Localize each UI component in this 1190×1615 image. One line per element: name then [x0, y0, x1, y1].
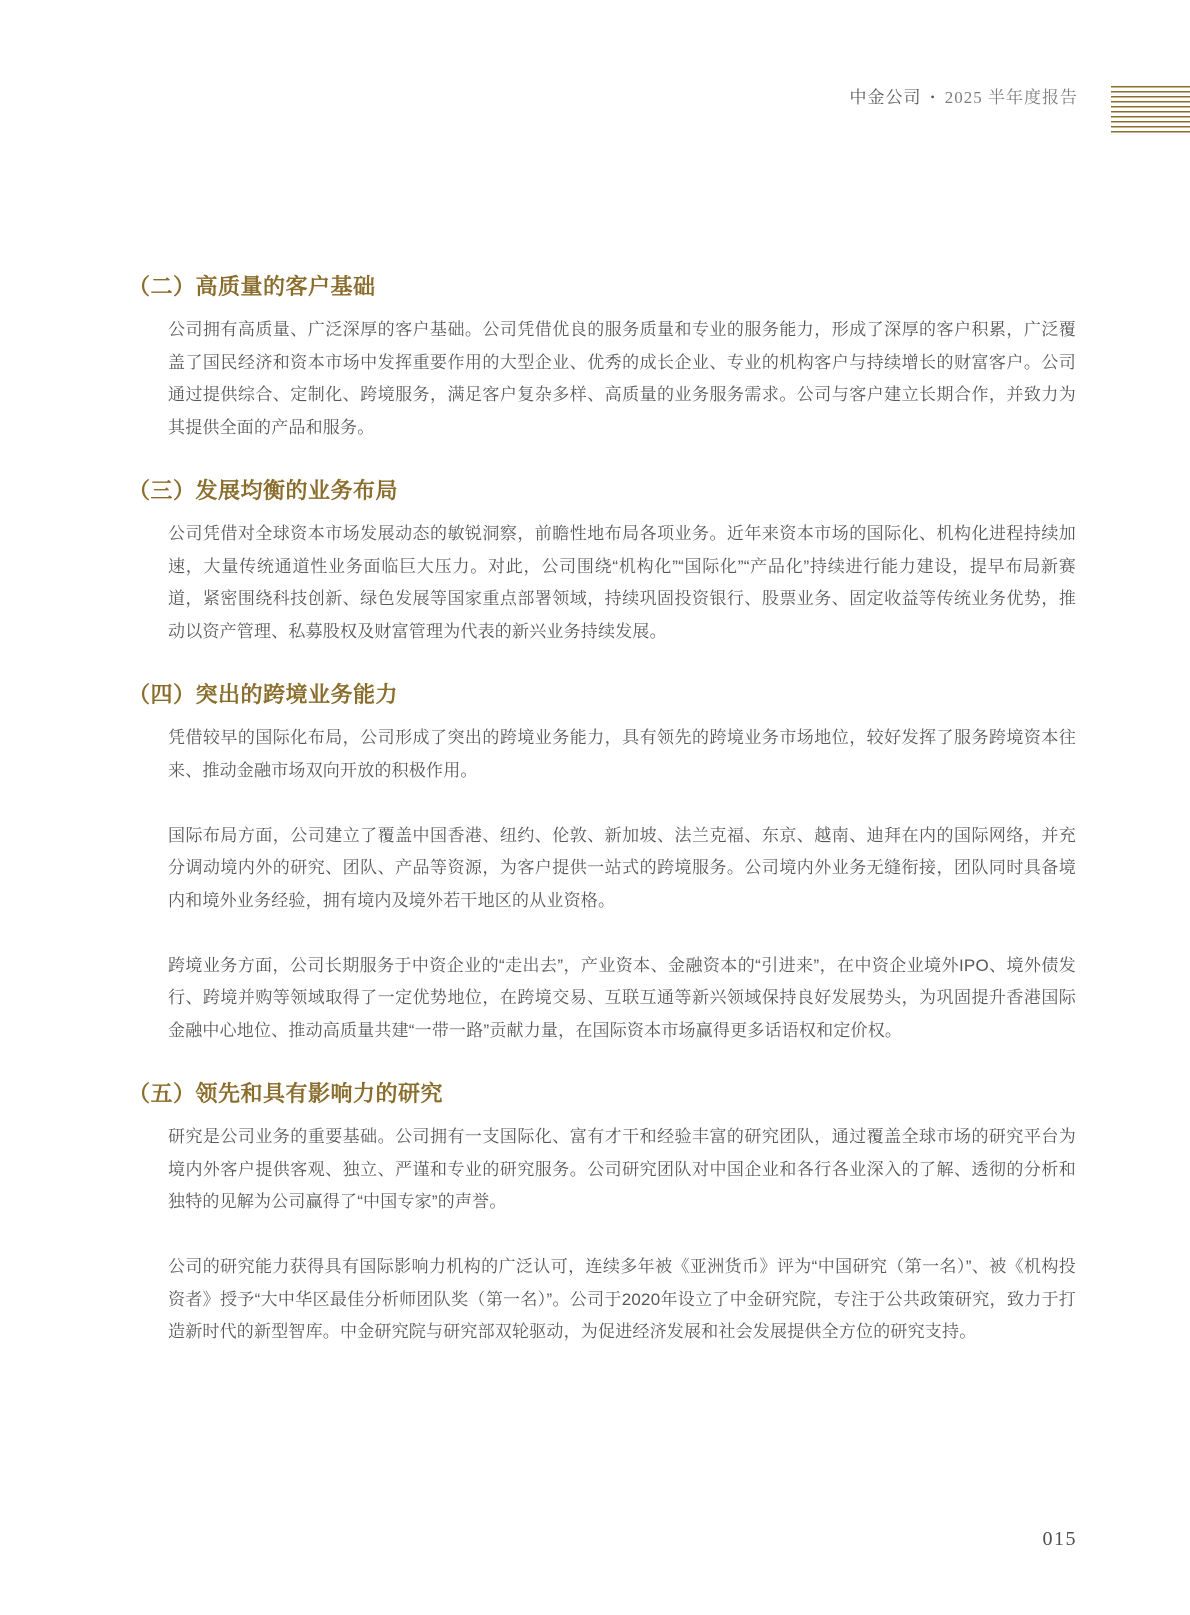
running-header [0, 88, 1078, 107]
section-heading: （五）领先和具有影响力的研究 [128, 1081, 444, 1106]
section-paragraph: 凭借较早的国际化布局，公司形成了突出的跨境业务能力，具有领先的跨境业务市场地位，较好发挥了服务跨境资本往来、推动金融市场双向开放的积极作用。 [168, 728, 1076, 780]
section-leading-research [128, 1079, 1076, 1349]
section-heading: （二）高质量的客户基础 [128, 274, 376, 299]
section-paragraph: 公司的研究能力获得具有国际影响力机构的广泛认可，连续多年被《亚洲货币》评为“中国研究（第一名）”、被《机构投资者》授予“大中华区最佳分析师团队奖（第一名）”。公司于2020年设立了中金研究院，专注于公共政策研究，致力于打造新时代的新型智库。中金研究院与研究部双轮驱动，为促进经济发展和社会发展提供全方位的研究支持。 [168, 1257, 1076, 1341]
section-paragraph: 跨境业务方面，公司长期服务于中资企业的“走出去”，产业资本、金融资本的“引进来”，在中资企业境外IPO、境外债发行、跨境并购等领域取得了一定优势地位，在跨境交易、互联互通等新兴领域保持良好发展势头，为巩固提升香港国际金融中心地位、推动高质量共建“一带一路”贡献力量，在国际资本市场赢得更多话语权和定价权。 [168, 955, 1076, 1040]
section-paragraph: 国际布局方面，公司建立了覆盖中国香港、纽约、伦敦、新加坡、法兰克福、东京、越南、迪拜在内的国际网络，并充分调动境内外的研究、团队、产品等资源，为客户提供一站式的跨境服务。公司境内外业务无缝衔接，团队同时具备境内和境外业务经验，拥有境内及境外若干地区的从业资格。 [168, 825, 1076, 910]
section-balanced-business-layout [128, 476, 1076, 648]
section-heading: （三）发展均衡的业务布局 [128, 478, 399, 503]
header-bullet-separator: • [930, 90, 936, 104]
running-header-report-title: 2025 半年度报告 [944, 88, 1078, 107]
page-number: 015 [1042, 1528, 1077, 1550]
running-header-company: 中金公司 [849, 88, 922, 107]
section-paragraph: 公司凭借对全球资本市场发展动态的敏锐洞察，前瞻性地布局各项业务。近年来资本市场的国际化、机构化进程持续加速，大量传统通道性业务面临巨大压力。对此，公司围绕“机构化”“国际化”“产品化”持续进行能力建设，提早布局新赛道，紧密围绕科技创新、绿色发展等国家重点部署领域，持续巩固投资银行、股票业务、固定收益等传统业务优势，推动以资产管理、私募股权及财富管理为代表的新兴业务持续发展。 [168, 524, 1076, 641]
page-content [128, 272, 1076, 1349]
section-cross-border-capability [128, 680, 1076, 1047]
section-heading: （四）突出的跨境业务能力 [128, 682, 399, 707]
section-paragraph: 研究是公司业务的重要基础。公司拥有一支国际化、富有才干和经验丰富的研究团队，通过覆盖全球市场的研究平台为境内外客户提供客观、独立、严谨和专业的研究服务。公司研究团队对中国企业和各行各业深入的了解、透彻的分析和独特的见解为公司赢得了“中国专家”的声誉。 [168, 1127, 1076, 1211]
section-paragraph: 公司拥有高质量、广泛深厚的客户基础。公司凭借优良的服务质量和专业的服务能力，形成了深厚的客户积累，广泛覆盖了国民经济和资本市场中发挥重要作用的大型企业、优秀的成长企业、专业的机构客户与持续增长的财富客户。公司通过提供综合、定制化、跨境服务，满足客户复杂多样、高质量的业务服务需求。公司与客户建立长期合作，并致力为其提供全面的产品和服务。 [168, 320, 1076, 437]
section-client-base [128, 272, 1076, 444]
stripes-logo-icon [1111, 86, 1190, 136]
